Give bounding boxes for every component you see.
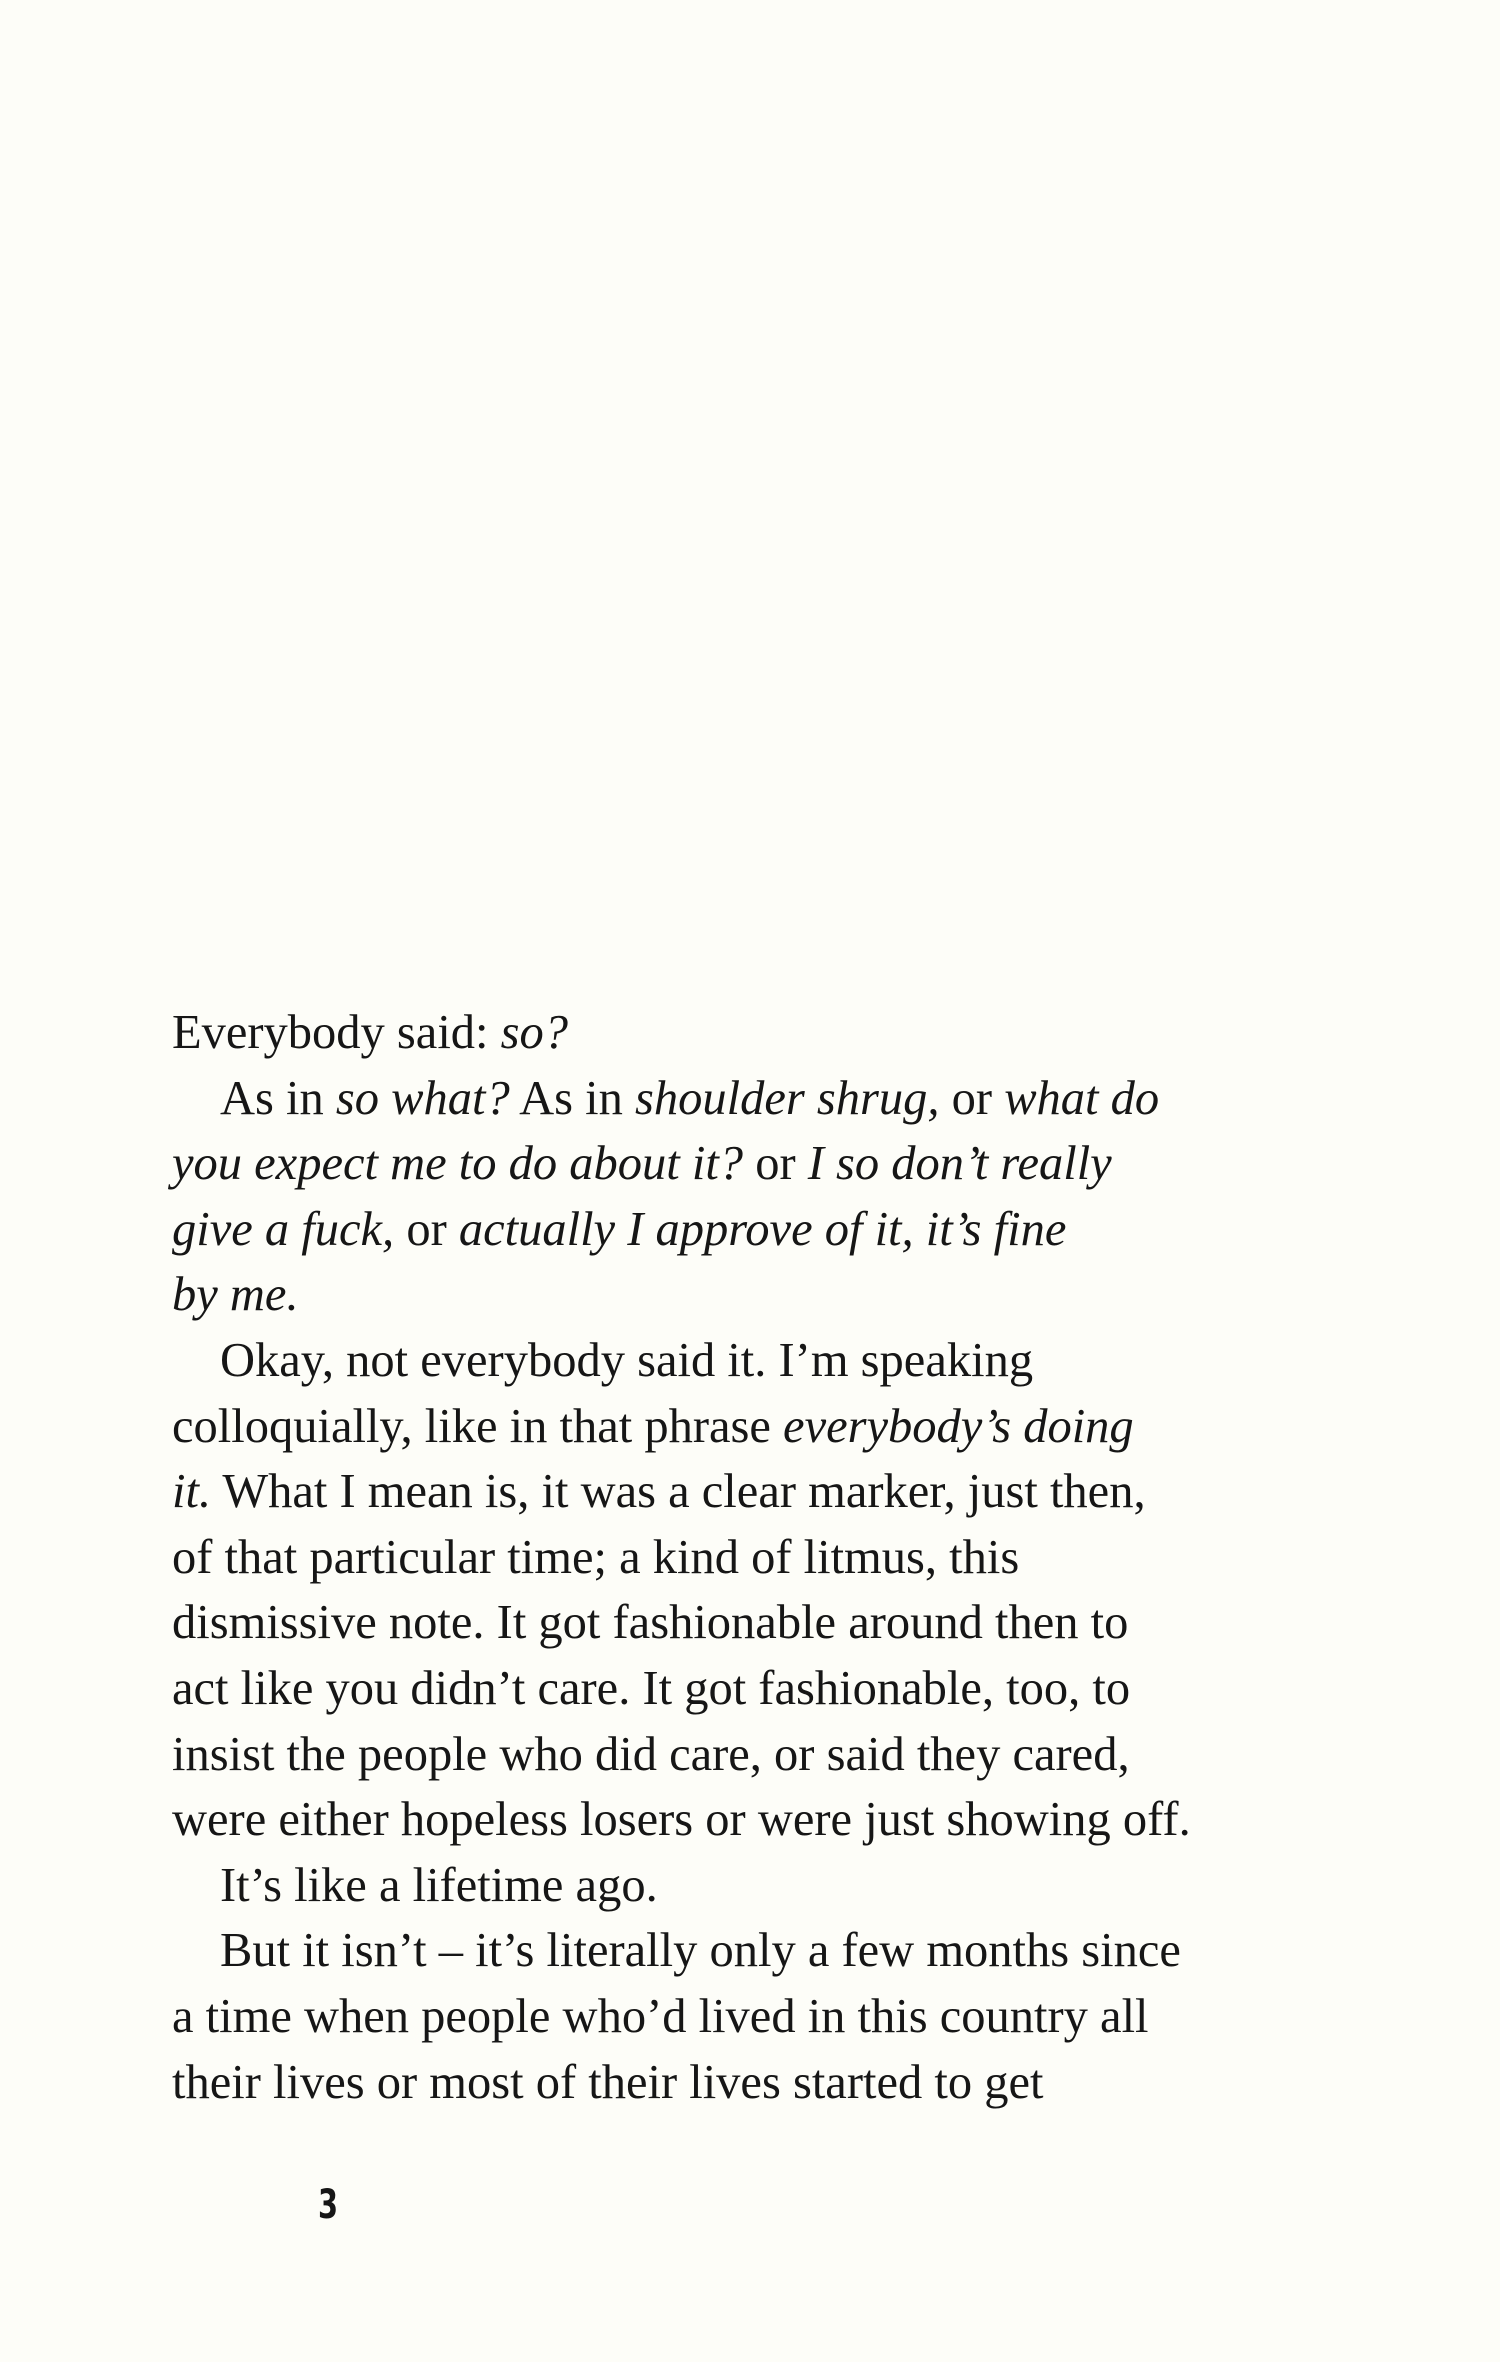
italic-text: what do — [1004, 1071, 1160, 1125]
text-line — [172, 1918, 1332, 1984]
text-line — [172, 1394, 1332, 1460]
text-run: Okay, not everybody said it. I’m speaking — [220, 1333, 1034, 1387]
text-run: It’s like a lifetime ago. — [220, 1858, 658, 1912]
italic-text: it. — [172, 1465, 212, 1519]
text-run: or — [939, 1071, 1005, 1125]
italic-text: by me. — [172, 1268, 299, 1322]
text-line — [172, 1590, 1332, 1656]
text-line — [172, 1525, 1332, 1591]
text-line — [172, 1262, 1332, 1328]
italic-text: shoulder shrug, — [635, 1071, 940, 1125]
text-run: of that particular time; a kind of litmus, this — [172, 1530, 1020, 1584]
text-line — [172, 1984, 1332, 2050]
text-run: As in — [509, 1071, 636, 1125]
text-run: act like you didn’t care. It got fashionable, too, to — [172, 1661, 1131, 1715]
text-run: As in — [220, 1071, 336, 1125]
text-run: or — [394, 1202, 459, 1256]
italic-text: actually I approve of it, it’s fine — [458, 1202, 1067, 1256]
text-line — [172, 1656, 1332, 1722]
text-run: or — [743, 1137, 808, 1191]
text-line — [172, 2050, 1332, 2116]
italic-text: so? — [500, 1006, 569, 1059]
text-line — [172, 1066, 1332, 1132]
body-text — [172, 1000, 1332, 2115]
page-number: 3 — [318, 2182, 339, 2228]
text-run: were either hopeless losers or were just showing off. — [172, 1793, 1191, 1847]
italic-text: give a fuck, — [172, 1202, 395, 1256]
italic-text: I so don’t really — [807, 1137, 1112, 1191]
text-line — [172, 1459, 1332, 1525]
text-line — [172, 1853, 1332, 1919]
text-line — [172, 1328, 1332, 1394]
text-run: insist the people who did care, or said they cared, — [172, 1727, 1130, 1781]
text-run: their lives or most of their lives started to get — [172, 2055, 1044, 2109]
text-line — [172, 1131, 1332, 1197]
text-line — [172, 1787, 1332, 1853]
text-run: But it isn’t – it’s literally only a few months since — [220, 1924, 1181, 1978]
text-line — [172, 1722, 1332, 1788]
text-run: a time when people who’d lived in this country all — [172, 1989, 1149, 2043]
italic-text: you expect me to do about it? — [172, 1137, 744, 1191]
text-run: What I mean is, it was a clear marker, just then, — [211, 1465, 1146, 1519]
text-line — [172, 1000, 1332, 1066]
text-run: Everybody said: — [172, 1006, 501, 1059]
text-run: dismissive note. It got fashionable around then to — [172, 1596, 1129, 1650]
italic-text: so what? — [335, 1071, 510, 1125]
text-line — [172, 1197, 1332, 1263]
italic-text: everybody’s doing — [783, 1399, 1134, 1453]
text-run: colloquially, like in that phrase — [172, 1399, 784, 1453]
